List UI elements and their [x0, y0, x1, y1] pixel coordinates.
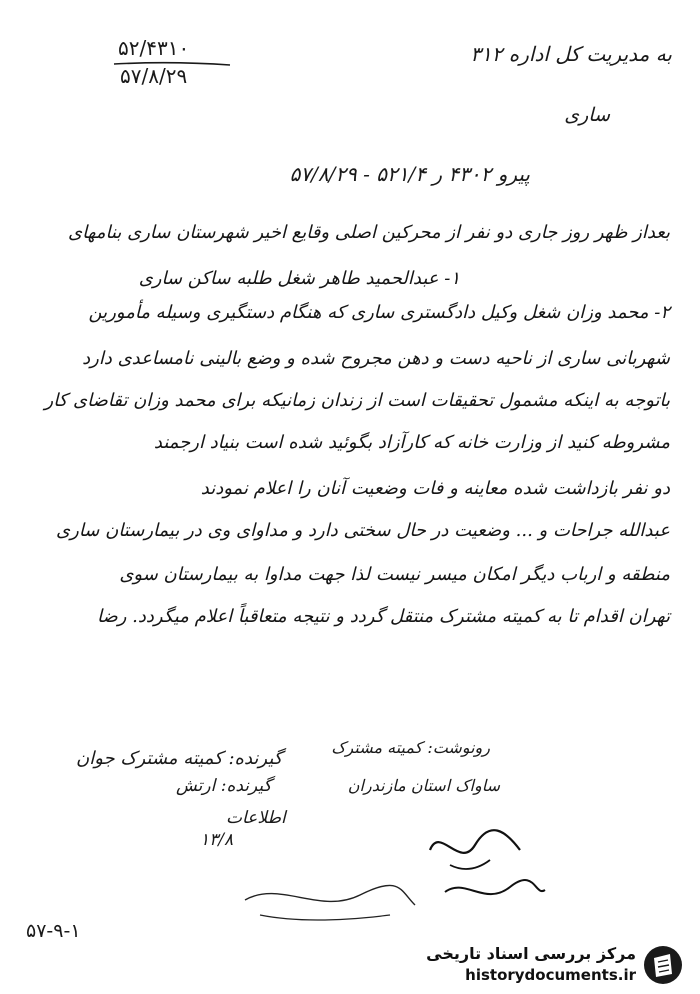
left-recipient-3: اطلاعات — [226, 808, 286, 828]
archive-logo-icon — [642, 944, 684, 986]
archive-logo-site: historydocuments.ir — [465, 966, 636, 984]
signature-mark-1 — [420, 820, 540, 880]
body-line-1: بعداز ظهر روز جاری دو نفر از محرکین اصلی وقایع اخیر شهرستان ساری بنامهای — [67, 222, 670, 243]
addressee-city: ساری — [564, 104, 610, 126]
left-recipient-1: گیرنده: کمیته مشترک جوان — [76, 748, 283, 769]
left-recipient-2: گیرنده: ارتش — [176, 776, 272, 796]
signature-scribble-left — [240, 870, 420, 930]
body-line-4: شهربانی ساری از ناحیه دست و دهن مجروح شده و وضع بالینی نامساعدی دارد — [82, 348, 670, 369]
cc-line-1: رونوشت: کمیته مشترک — [331, 738, 490, 757]
body-line-9: منطقه و ارباب دیگر امکان میسر نیست لذا جهت مداوا به بیمارستان سوی — [119, 564, 670, 585]
footer-date: ۵۷-۹-۱ — [26, 920, 81, 942]
left-recipient-4: ۱۳/۸ — [200, 830, 234, 850]
body-line-5: باتوجه به اینکه مشمول تحقیقات است از زندان زمانیکه برای محمد وزان تقاضای کار — [44, 390, 670, 411]
body-line-10: تهران اقدام تا به کمیته مشترک منتقل گردد و نتیجه متعاقباً اعلام میگردد. رضا — [96, 606, 670, 627]
cc-line-2: ساواک استان مازندران — [347, 776, 500, 795]
body-line-3: ۲- محمد وزان شغل وکیل دادگستری ساری که هنگام دستگیری وسیله مأمورین — [88, 302, 670, 323]
body-line-6: مشروطه کنید از وزارت خانه که کارآزاد بگوئید شده است بنیاد ارجمند — [153, 432, 670, 453]
registration-date: ۵۷/۸/۲۹ — [120, 64, 188, 88]
archive-logo — [392, 942, 692, 988]
addressee-line: به مدیریت کل اداره ۳۱۲ — [470, 42, 672, 66]
body-line-8: عبدالله جراحات و ... وضعیت در حال سختی دارد و مداوای وی در بیمارستان ساری — [56, 520, 670, 541]
body-line-7: دو نفر بازداشت شده معاینه و فات وضعیت آنان را اعلام نمودند — [200, 478, 670, 499]
reference-line: پیرو ۴۳۰۲ ر ۵۲۱/۴ - ۵۷/۸/۲۹ — [289, 162, 530, 186]
signature-mark-2 — [440, 872, 550, 912]
body-line-2: ۱- عبدالحمید طاهر شغل طلبه ساکن ساری — [138, 268, 460, 289]
archive-logo-title: مرکز بررسی اسناد تاریخی — [426, 944, 636, 963]
registration-number: ۵۲/۴۳۱۰ — [118, 36, 190, 60]
